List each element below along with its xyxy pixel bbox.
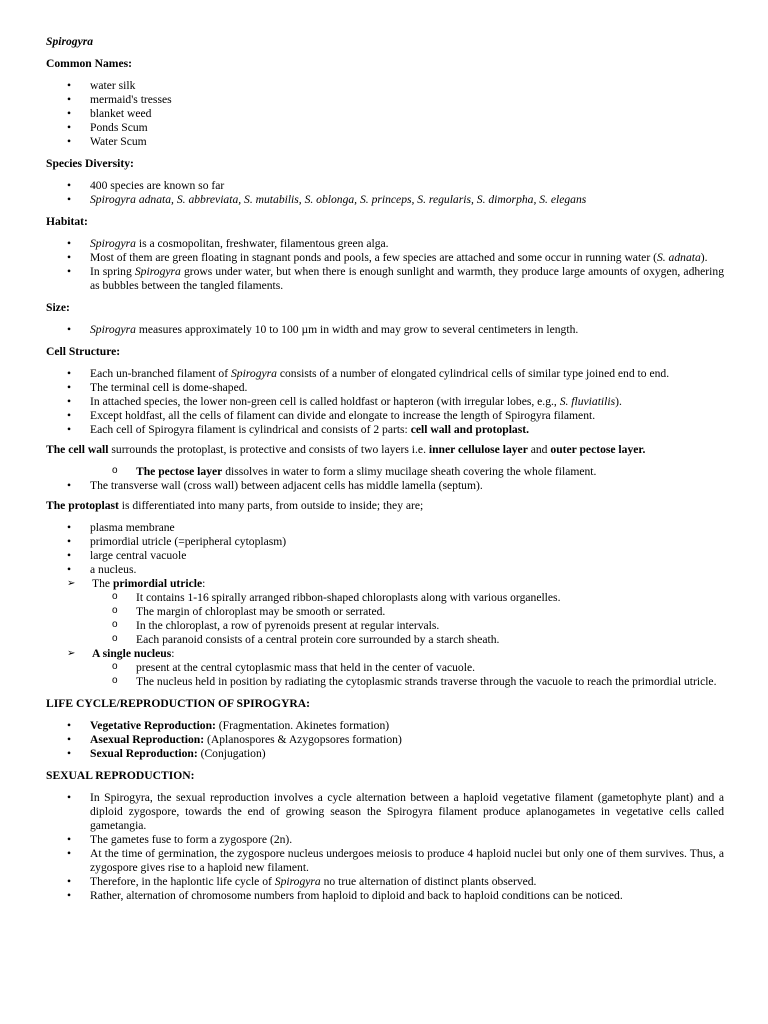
sub-list-item: o present at the central cytoplasmic mass that held in the center of vacuole. (46, 661, 724, 675)
size-list (46, 323, 724, 337)
item-text: is a cosmopolitan, freshwater, filamentous green alga. (135, 237, 389, 250)
list-item (46, 719, 724, 733)
list-item (46, 265, 724, 293)
item-text: (Aplanospores & Azygopsores formation) (204, 733, 402, 746)
arrow-list-item (46, 647, 724, 661)
item-text: ). (700, 251, 708, 264)
item-text: The (92, 577, 113, 590)
list-item: • Ponds Scum (46, 121, 724, 135)
bold-text: cell wall and protoplast. (410, 423, 529, 436)
list-item: • Water Scum (46, 135, 724, 149)
document-title: Spirogyra (46, 35, 94, 48)
bold-text: primordial utricle (112, 577, 203, 590)
item-text: dissolves in water to form a slimy mucilage sheath covering the whole filament. (222, 465, 597, 478)
list-item: • Rather, alternation of chromosome numbers from haploid to diploid and back to haploid conditions can be noticed. (46, 889, 724, 903)
list-item (46, 367, 724, 381)
bold-lead: Sexual Reproduction: (90, 747, 198, 760)
bold-lead: The protoplast (46, 499, 119, 512)
life-cycle-heading: LIFE CYCLE/REPRODUCTION OF SPIROGYRA: (46, 697, 310, 710)
sub-list-item: o In the chloroplast, a row of pyrenoids present at regular intervals. (46, 619, 724, 633)
list-item: • 400 species are known so far (46, 179, 724, 193)
list-item: • mermaid's tresses (46, 93, 724, 107)
cell-structure-heading: Cell Structure: (46, 345, 121, 358)
genus-name: Spirogyra (90, 237, 136, 250)
genus-name: Spirogyra (90, 323, 136, 336)
list-item (46, 875, 724, 889)
sub-list-item: o It contains 1-16 spirally arranged ribbon-shaped chloroplasts along with various organelles. (46, 591, 724, 605)
list-item (46, 747, 724, 761)
bold-text: inner cellulose layer (428, 443, 528, 456)
list-item (46, 395, 724, 409)
item-text: : (202, 577, 206, 590)
list-item (46, 237, 724, 251)
bold-text: A single nucleus (92, 647, 172, 660)
list-item: • In Spirogyra, the sexual reproduction involves a cycle alternation between a haploid vegetative filament (gametophyte plant) and a diploid zygospore, towards the end of growing season the Spirogyra filament produce aplanogametes in vegetative cells called gametangia. (46, 791, 724, 833)
list-item: • primordial utricle (=peripheral cytoplasm) (46, 535, 724, 549)
sub-list-item: o The margin of chloroplast may be smooth or serrated. (46, 605, 724, 619)
cell-wall-list (46, 465, 724, 493)
paragraph-text: surrounds the protoplast, is protective and consists of two layers i.e. (108, 443, 429, 456)
list-item: • blanket weed (46, 107, 724, 121)
list-item: • plasma membrane (46, 521, 724, 535)
habitat-list (46, 237, 724, 293)
common-names-list (46, 79, 724, 149)
genus-name: Spirogyra (274, 875, 321, 888)
list-item: • a nucleus. (46, 563, 724, 577)
paragraph-text: is differentiated into many parts, from outside to inside; they are; (118, 499, 424, 512)
protoplast-paragraph (46, 499, 724, 513)
item-text: grows under water, but when there is enough sunlight and warmth, they produce large amounts of oxygen, adhering as bubbles between the tangled filaments. (90, 265, 724, 292)
list-item: • At the time of germination, the zygospore nucleus undergoes meiosis to produce 4 haploid nuclei but only one of them survives. Thus, a zygospore gives rise to a haploid new filament. (46, 847, 724, 875)
sub-list-item (46, 465, 724, 479)
item-text: In spring (90, 265, 135, 278)
item-text: : (171, 647, 175, 660)
item-text: (Fragmentation. Akinetes formation) (215, 719, 390, 732)
list-item: • Except holdfast, all the cells of filament can divide and elongate to increase the length of Spirogyra filament. (46, 409, 724, 423)
size-heading: Size: (46, 301, 70, 314)
protoplast-list (46, 521, 724, 689)
common-names-heading: Common Names: (46, 57, 132, 70)
list-item (46, 423, 724, 437)
bold-lead: The cell wall (46, 443, 109, 456)
sub-list-item: o Each paranoid consists of a central protein core surrounded by a starch sheath. (46, 633, 724, 647)
list-item: • large central vacuole (46, 549, 724, 563)
genus-name: Spirogyra (134, 265, 181, 278)
item-text: consists of a number of elongated cylindrical cells of similar type joined end to end. (276, 367, 670, 380)
list-item (46, 193, 724, 207)
list-item: • The gametes fuse to form a zygospore (2n). (46, 833, 724, 847)
sub-list-item: o The nucleus held in position by radiating the cytoplasmic strands traverse through the vacuole to reach the primordial utricle. (46, 675, 724, 689)
list-item: • water silk (46, 79, 724, 93)
item-text: ). (615, 395, 622, 408)
item-text: (Conjugation) (197, 747, 266, 760)
item-text: Each un-branched filament of (90, 367, 231, 380)
species-heading: Species Diversity: (46, 157, 134, 170)
item-text: Most of them are green floating in stagnant ponds and pools, a few species are attached and some occur in running water ( (90, 251, 657, 264)
life-cycle-list (46, 719, 724, 761)
bold-lead: Vegetative Reproduction: (90, 719, 216, 732)
list-item: • The terminal cell is dome-shaped. (46, 381, 724, 395)
document-page (46, 35, 724, 903)
species-list (46, 179, 724, 207)
bold-lead: The pectose layer (136, 465, 223, 478)
species-names: Spirogyra adnata, S. abbreviata, S. mutabilis, S. oblonga, S. princeps, S. regularis, S. dimorpha, S. elegans (90, 193, 587, 206)
cell-wall-paragraph (46, 443, 724, 457)
paragraph-text: and (527, 443, 551, 456)
bold-lead: Asexual Reproduction: (90, 733, 205, 746)
species-name: S. adnata (656, 251, 701, 264)
sexual-reproduction-heading: SEXUAL REPRODUCTION: (46, 769, 195, 782)
item-text: measures approximately 10 to 100 µm in width and may grow to several centimeters in length. (135, 323, 579, 336)
item-text: In attached species, the lower non-green cell is called holdfast or hapteron (with irregular lobes, e.g., (90, 395, 560, 408)
genus-name: Spirogyra (231, 367, 277, 380)
habitat-heading: Habitat: (46, 215, 88, 228)
item-text: Each cell of Spirogyra filament is cylindrical and consists of 2 parts: (90, 423, 411, 436)
list-item (46, 733, 724, 747)
arrow-list-item (46, 577, 724, 591)
cell-structure-list (46, 367, 724, 437)
bold-text: outer pectose layer. (550, 443, 646, 456)
item-text: Therefore, in the haplontic life cycle of (90, 875, 275, 888)
list-item (46, 251, 724, 265)
species-name: S. fluviatilis (559, 395, 616, 408)
sexual-reproduction-list (46, 791, 724, 903)
item-text: no true alternation of distinct plants observed. (320, 875, 537, 888)
list-item: • The transverse wall (cross wall) between adjacent cells has middle lamella (septum). (46, 479, 724, 493)
list-item (46, 323, 724, 337)
